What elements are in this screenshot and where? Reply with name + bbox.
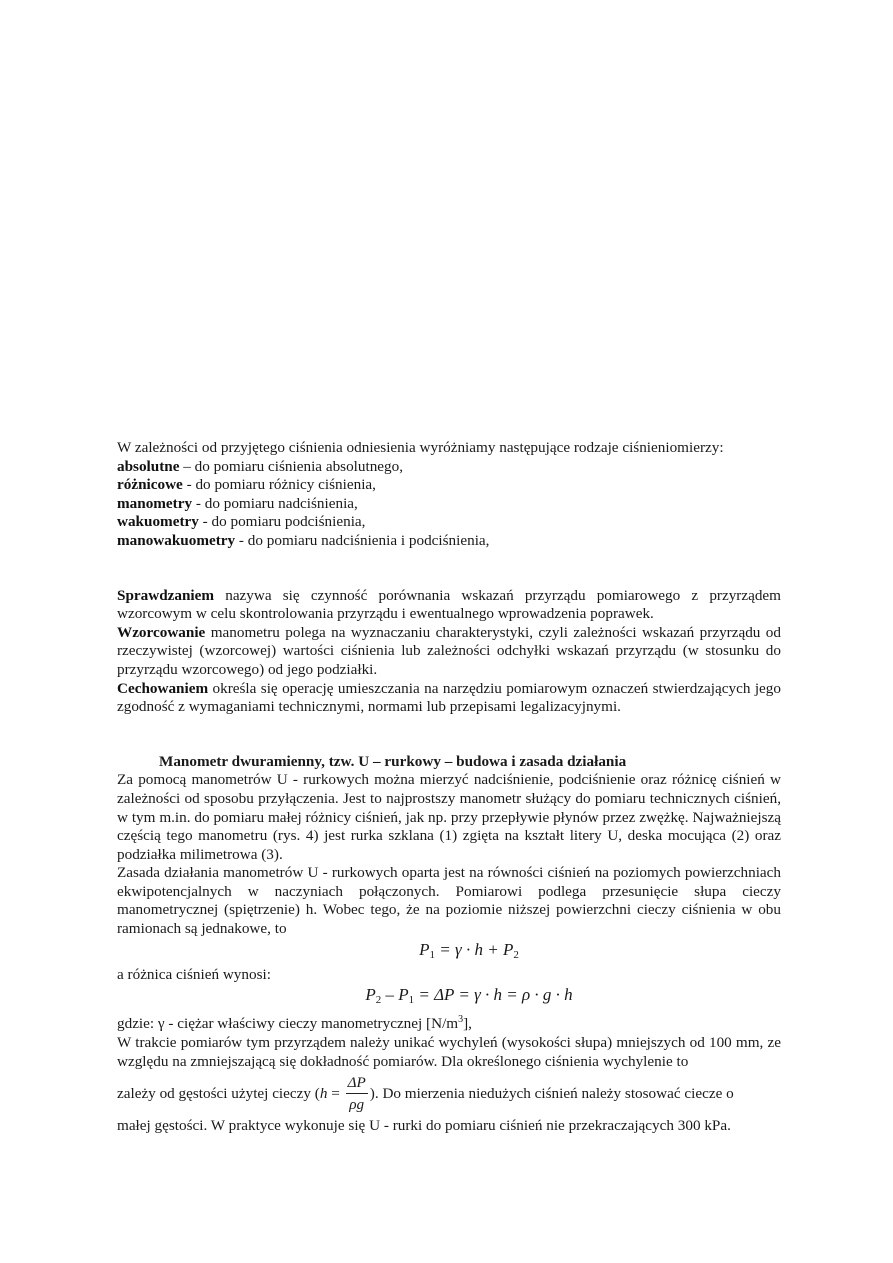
paragraph-measurement-range: W trakcie pomiarów tym przyrządem należy unikać wychyleń (wysokości słupa) mniejszych od 100 mm, ze względu na zmniejszającą się dokładność pomiarów. Dla określonego ciśnienia wychylenie to — [117, 1033, 781, 1070]
document-page — [117, 439, 781, 1136]
separator: - — [192, 494, 205, 512]
type-desc: do pomiaru ciśnienia absolutnego, — [194, 457, 404, 475]
list-item — [117, 513, 781, 532]
definition-term: Sprawdzaniem — [117, 586, 215, 604]
type-term: manowakuometry — [117, 531, 236, 549]
separator: - — [198, 513, 212, 531]
list-item — [117, 458, 781, 477]
type-term: manometry — [117, 494, 193, 512]
formula-part: = — [327, 1085, 344, 1103]
density-dependence-line — [117, 1071, 781, 1117]
definition-term: Cechowaniem — [117, 679, 209, 697]
type-desc: do pomiaru nadciśnienia i podciśnienia, — [247, 531, 490, 549]
definitions — [117, 587, 781, 717]
difference-intro: a różnica ciśnień wynosi: — [117, 965, 271, 983]
separator: – — [179, 457, 195, 475]
definition-text: manometru polega na wyznaczaniu charakterystyki, czyli zależności wskazań przyrządu od rzeczywistej (wzorcowej) wartości ciśnienia lub zależności odchyłki wskazań przyrządu (w stosunku do przyrządu wzorcowego) od jego podziałki. — [117, 623, 781, 678]
text-part: zależy od gęstości użytej cieczy ( — [117, 1085, 320, 1103]
definition-text: nazywa się czynność porównania wskazań przyrządu pomiarowego z przyrządem wzorcowym w celu skontrolowania przyrządu i ewentualnego wprowadzenia poprawek. — [117, 586, 781, 623]
type-term: absolutne — [117, 457, 180, 475]
spacer — [117, 717, 781, 753]
fraction-numerator: ΔP — [346, 1073, 368, 1094]
list-item — [117, 495, 781, 514]
definition-text: określa się operację umieszczania na narzędziu pomiarowym oznaczeń stwierdzających jego zgodność z wymaganiami technicznymi, normami lub przepisami legalizacyjnymi. — [117, 679, 781, 716]
type-desc: do pomiaru nadciśnienia, — [204, 494, 358, 512]
superscript: 3 — [458, 1014, 464, 1026]
formula-part: P — [365, 985, 376, 1005]
type-term: różnicowe — [117, 476, 183, 494]
type-term: wakuometry — [117, 513, 199, 531]
section-heading: Manometr dwuramienny, tzw. U – rurkowy – budowa i zasada działania — [159, 752, 627, 770]
list-item — [117, 532, 781, 551]
formula-part: h — [319, 1085, 328, 1103]
separator: - — [182, 476, 196, 494]
fraction-h — [346, 1073, 368, 1116]
formula-subscript: 2 — [375, 994, 382, 1007]
fraction-denominator: ρg — [349, 1096, 365, 1114]
formula-subscript: 1 — [429, 948, 436, 961]
gauge-types-list — [117, 458, 781, 551]
paragraph-intro: Za pomocą manometrów U - rurkowych można mierzyć nadciśnienie, podciśnienie oraz różnicę ciśnień w zależności od sposobu przyłączenia. Jest to najprostszy manometr służący do pomiaru technicznych ciśnień, w tym m.in. do pomiaru małej różnicy ciśnień, jak np. przy przepływie płynów przez zwężkę. Najważniejszą częścią tego manometru (rys. 4) jest rurka szklana (1) zgięta na kształt litery U, deska mocująca (2) oraz podziałka milimetrowa (3). — [117, 771, 781, 863]
spacer — [117, 551, 781, 587]
text-part: ). Do mierzenia niedużych ciśnień należy stosować ciecze o — [369, 1085, 734, 1103]
type-desc: do pomiaru podciśnienia, — [211, 513, 366, 531]
formula-part: = ΔP = γ · h = ρ · g · h — [414, 985, 573, 1005]
list-item — [117, 476, 781, 495]
definition-term: Wzorcowanie — [117, 623, 206, 641]
where-definition — [117, 1011, 781, 1034]
definition-checking — [117, 587, 781, 624]
definition-calibration — [117, 624, 781, 680]
where-text: gdzie: γ - ciężar właściwy cieczy manometrycznej [N/m — [117, 1015, 459, 1033]
separator: - — [235, 531, 248, 549]
type-desc: do pomiaru różnicy ciśnienia, — [195, 476, 376, 494]
formula-pressure-difference — [117, 984, 781, 1011]
formula-subscript: 1 — [408, 994, 415, 1007]
formula-part: – P — [381, 985, 409, 1005]
formula-pressure-balance — [117, 939, 781, 966]
paragraph-practice: małej gęstości. W praktyce wykonuje się U - rurki do pomiaru ciśnień nie przekraczających 300 kPa. — [117, 1117, 731, 1135]
definition-legalization — [117, 680, 781, 717]
where-end: ], — [463, 1015, 472, 1033]
formula-part: = γ · h + P — [435, 939, 514, 959]
formula-subscript: 2 — [513, 948, 519, 961]
intro-text: W zależności od przyjętego ciśnienia odniesienia wyróżniamy następujące rodzaje ciśnieniomierzy: — [117, 439, 724, 456]
paragraph-principle: Zasada działania manometrów U - rurkowych oparta jest na równości ciśnień na poziomych powierzchniach ekwipotencjalnych w naczyniach połączonych. Pomiarowi podlega przesunięcie słupa cieczy manometrycznej (spiętrzenie) h. Wobec tego, że na poziomie niższej powierzchni cieczy ciśnienia w obu ramionach są jednakowe, to — [117, 864, 781, 938]
formula-part: P — [419, 939, 430, 959]
